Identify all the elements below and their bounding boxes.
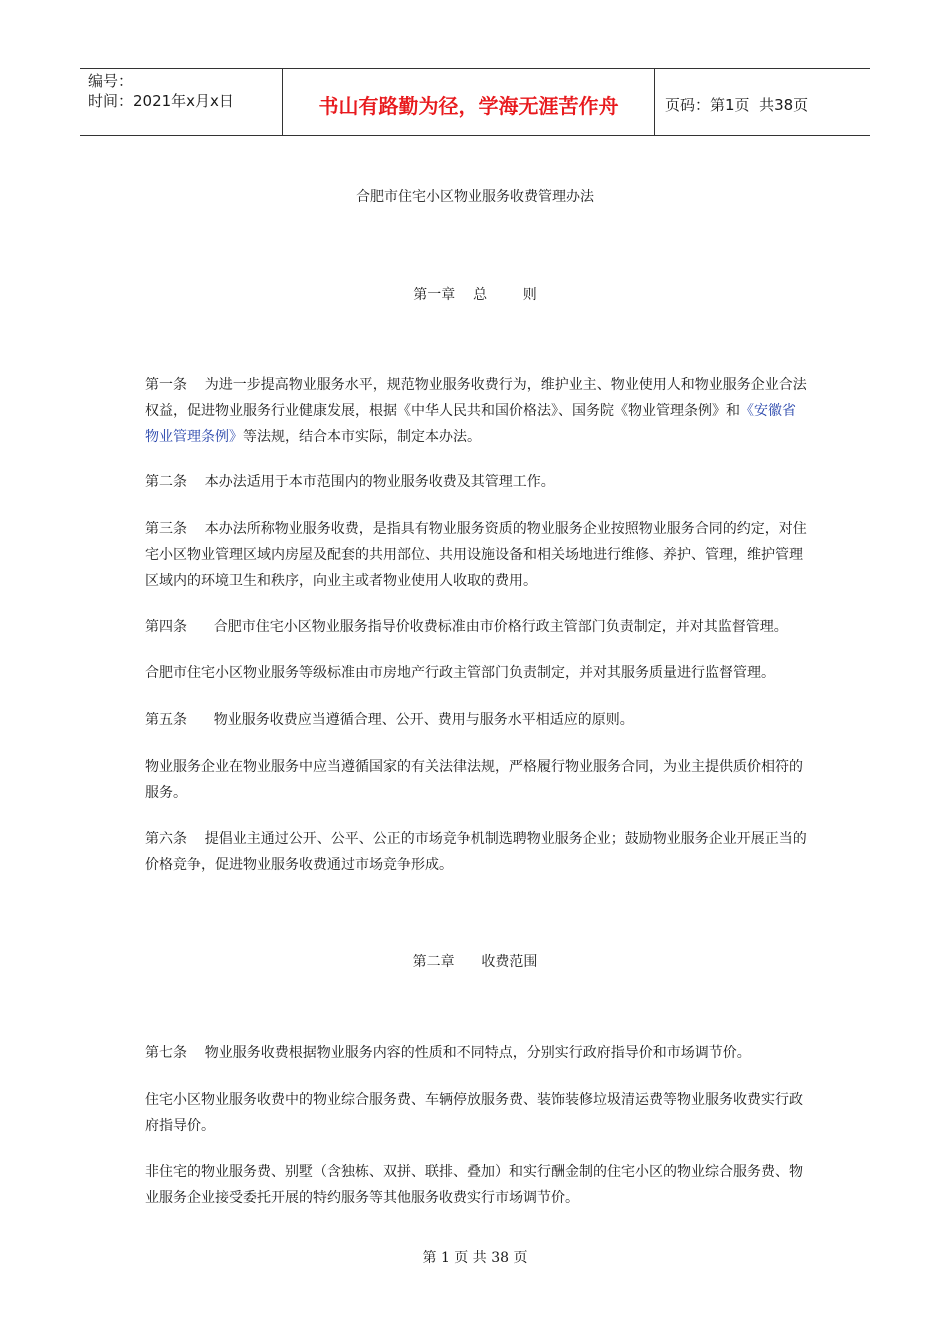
regulation-link[interactable]: 《安徽省物业管理条例》 [145, 403, 796, 445]
article-5: 第五条 物业服务收费应当遵循合理、公开、费用与服务水平相适应的原则。 [145, 712, 634, 728]
article-1 [145, 372, 807, 450]
page-info: 页码：第1页 共38页 [665, 95, 809, 114]
article-7: 第七条 物业服务收费根据物业服务内容的性质和不同特点，分别实行政府指导价和市场调节价。 [145, 1045, 751, 1061]
article-7-paragraph-3: 非住宅的物业服务费、别墅（含独栋、双拼、联排、叠加）和实行酬金制的住宅小区的物业综合服务费、物业服务企业接受委托开展的特约服务等其他服务收费实行市场调节价。 [145, 1164, 803, 1206]
page-footer: 第 1 页 共 38 页 [422, 1250, 528, 1266]
article-4: 第四条 合肥市住宅小区物业服务指导价收费标准由市价格行政主管部门负责制定，并对其监督管理。 [145, 619, 788, 635]
date-line: 时间：2021年x月x日 [88, 92, 234, 110]
article-7-paragraph-2: 住宅小区物业服务收费中的物业综合服务费、车辆停放服务费、装饰装修垃圾清运费等物业服务收费实行政府指导价。 [145, 1092, 803, 1134]
number-label: 编号： [88, 72, 134, 90]
header-left-cell [80, 69, 282, 135]
article-6: 第六条 提倡业主通过公开、公平、公正的市场竞争机制选聘物业服务企业；鼓励物业服务企业开展正当的价格竞争，促进物业服务收费通过市场竞争形成。 [145, 831, 807, 873]
chapter-2-heading: 第二章 收费范围 [412, 954, 538, 970]
motto: 书山有路勤为径，学海无涯苦作舟 [282, 69, 655, 135]
article-3: 第三条 本办法所称物业服务收费，是指具有物业服务资质的物业服务企业按照物业服务合同的约定，对住宅小区物业管理区域内房屋及配套的共用部位、共用设施设备和相关场地进行维修、养护、管理，维护管理区域内的环境卫生和秩序，向业主或者物业使用人收取的费用。 [145, 521, 807, 589]
page-header [80, 68, 870, 136]
article-2: 第二条 本办法适用于本市范围内的物业服务收费及其管理工作。 [145, 474, 555, 490]
chapter-1-heading: 第一章 总 则 [413, 287, 537, 303]
article-1-text: 第一条 为进一步提高物业服务水平，规范物业服务收费行为，维护业主、物业使用人和物业服务企业合法权益，促进物业服务行业健康发展，根据《中华人民共和国价格法》、国务院《物业管理条例》和 [145, 377, 807, 419]
document-title: 合肥市住宅小区物业服务收费管理办法 [356, 189, 594, 205]
article-5-paragraph-2: 物业服务企业在物业服务中应当遵循国家的有关法律法规，严格履行物业服务合同，为业主提供质价相符的服务。 [145, 759, 803, 801]
article-1-text-end: 等法规，结合本市实际，制定本办法。 [243, 429, 481, 445]
article-4-paragraph-2: 合肥市住宅小区物业服务等级标准由市房地产行政主管部门负责制定，并对其服务质量进行监督管理。 [145, 665, 775, 681]
